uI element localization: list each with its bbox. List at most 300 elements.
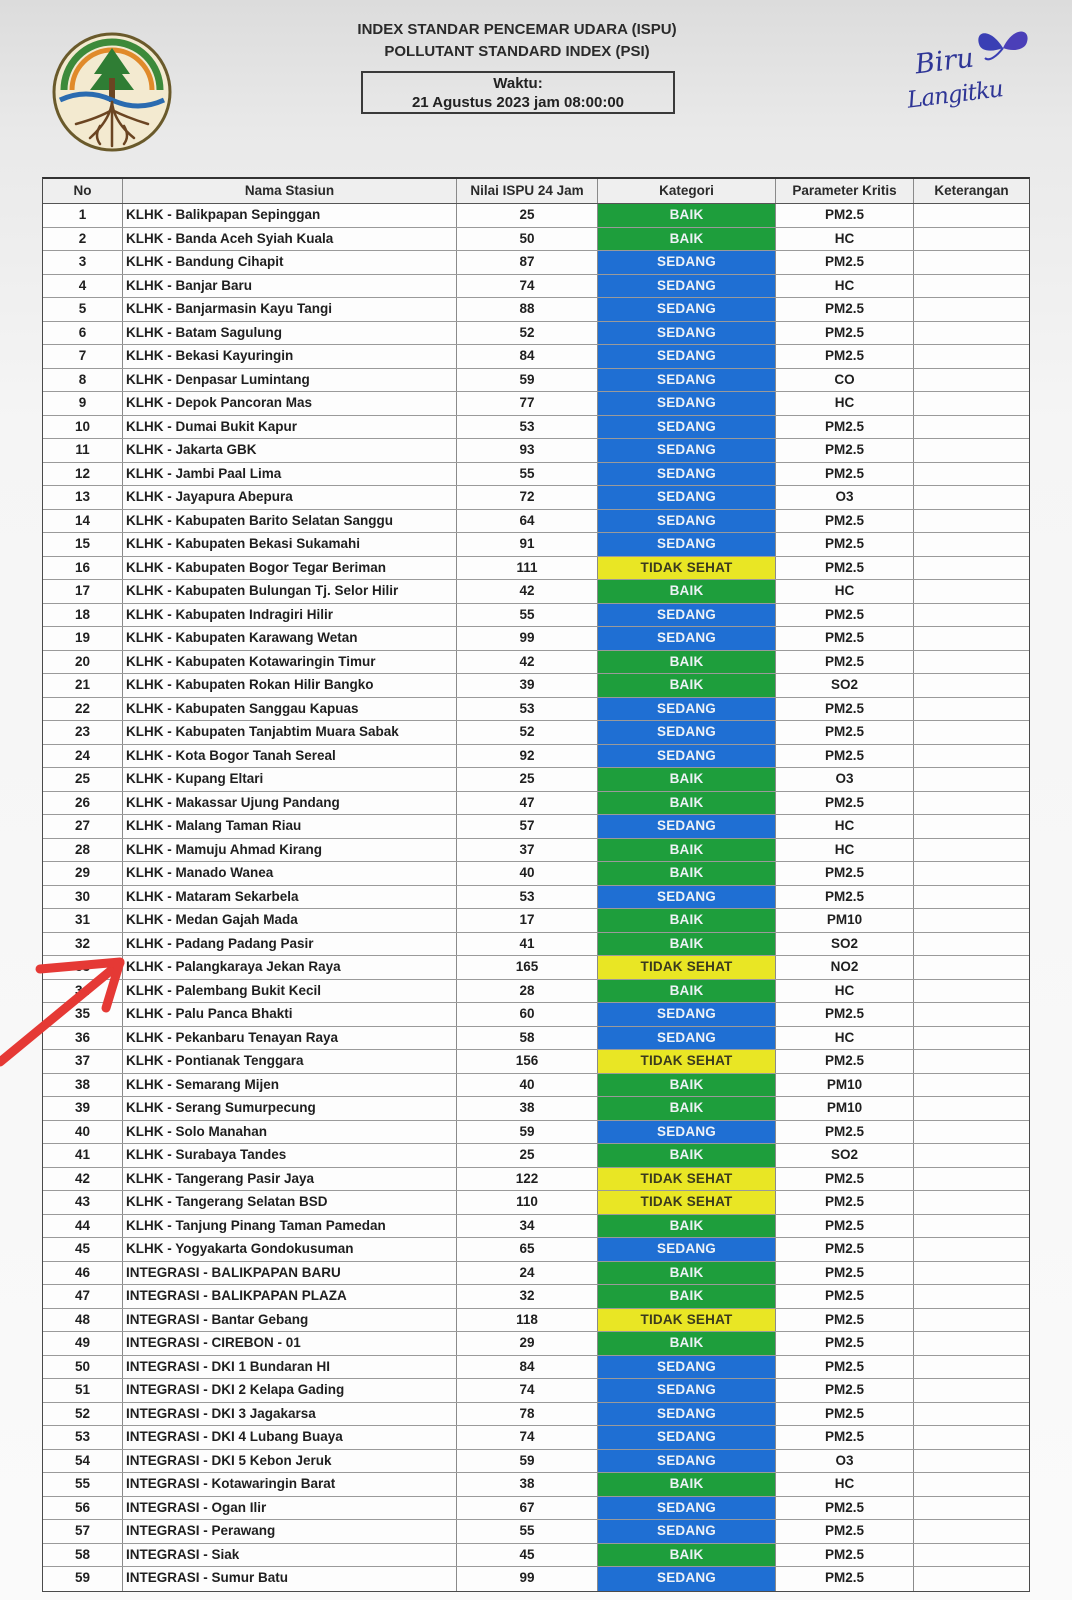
cell-no: 3 [43, 251, 123, 274]
brand-text-langitku: Langitku [905, 76, 1005, 114]
cell-station: INTEGRASI - Perawang [123, 1520, 457, 1543]
cell-station: INTEGRASI - DKI 5 Kebon Jeruk [123, 1450, 457, 1473]
cell-station: INTEGRASI - BALIKPAPAN BARU [123, 1262, 457, 1285]
cell-no: 31 [43, 909, 123, 932]
cell-parameter: PM2.5 [776, 651, 914, 674]
table-row [43, 1356, 1029, 1380]
cell-ispu-value: 37 [457, 839, 598, 862]
cell-ispu-value: 52 [457, 721, 598, 744]
cell-ispu-value: 88 [457, 298, 598, 321]
cell-parameter: HC [776, 980, 914, 1003]
cell-ispu-value: 53 [457, 698, 598, 721]
cell-category: SEDANG [598, 439, 776, 462]
cell-no: 19 [43, 627, 123, 650]
cell-station: KLHK - Mataram Sekarbela [123, 886, 457, 909]
cell-category: SEDANG [598, 369, 776, 392]
cell-ispu-value: 84 [457, 1356, 598, 1379]
table-row [43, 980, 1029, 1004]
cell-parameter: PM2.5 [776, 1238, 914, 1261]
cell-category: BAIK [598, 1144, 776, 1167]
cell-note [914, 956, 1029, 979]
cell-no: 25 [43, 768, 123, 791]
cell-note [914, 1027, 1029, 1050]
cell-ispu-value: 47 [457, 792, 598, 815]
cell-no: 15 [43, 533, 123, 556]
cell-station: KLHK - Serang Sumurpecung [123, 1097, 457, 1120]
cell-ispu-value: 99 [457, 627, 598, 650]
cell-station: KLHK - Surabaya Tandes [123, 1144, 457, 1167]
cell-no: 33 [43, 956, 123, 979]
table-row [43, 533, 1029, 557]
cell-station: KLHK - Kabupaten Rokan Hilir Bangko [123, 674, 457, 697]
cell-ispu-value: 59 [457, 1450, 598, 1473]
ispu-table [42, 177, 1030, 1592]
cell-note [914, 204, 1029, 227]
cell-note [914, 439, 1029, 462]
cell-parameter: PM2.5 [776, 322, 914, 345]
cell-category: SEDANG [598, 886, 776, 909]
cell-no: 37 [43, 1050, 123, 1073]
table-row [43, 439, 1029, 463]
cell-parameter: PM10 [776, 909, 914, 932]
cell-parameter: SO2 [776, 674, 914, 697]
cell-station: KLHK - Yogyakarta Gondokusuman [123, 1238, 457, 1261]
cell-note [914, 1003, 1029, 1026]
butterfly-icon [973, 26, 1033, 66]
cell-note [914, 228, 1029, 251]
table-row [43, 604, 1029, 628]
cell-category: SEDANG [598, 1379, 776, 1402]
cell-ispu-value: 25 [457, 768, 598, 791]
cell-ispu-value: 40 [457, 1074, 598, 1097]
table-row [43, 1473, 1029, 1497]
table-row [43, 956, 1029, 980]
cell-parameter: PM2.5 [776, 1121, 914, 1144]
cell-category: SEDANG [598, 1567, 776, 1591]
cell-note [914, 580, 1029, 603]
cell-ispu-value: 72 [457, 486, 598, 509]
table-row [43, 557, 1029, 581]
cell-note [914, 1215, 1029, 1238]
table-row [43, 369, 1029, 393]
time-label: Waktu: [493, 75, 543, 92]
cell-note [914, 721, 1029, 744]
cell-ispu-value: 53 [457, 886, 598, 909]
cell-station: KLHK - Banjar Baru [123, 275, 457, 298]
cell-station: KLHK - Pekanbaru Tenayan Raya [123, 1027, 457, 1050]
cell-category: BAIK [598, 1074, 776, 1097]
cell-parameter: PM2.5 [776, 1567, 914, 1591]
time-value: 21 Agustus 2023 jam 08:00:00 [411, 94, 625, 111]
cell-parameter: NO2 [776, 956, 914, 979]
cell-ispu-value: 67 [457, 1497, 598, 1520]
cell-ispu-value: 42 [457, 580, 598, 603]
cell-no: 22 [43, 698, 123, 721]
cell-station: KLHK - Tangerang Selatan BSD [123, 1191, 457, 1214]
cell-parameter: HC [776, 1027, 914, 1050]
cell-station: KLHK - Jayapura Abepura [123, 486, 457, 509]
cell-station: KLHK - Padang Padang Pasir [123, 933, 457, 956]
cell-category: SEDANG [598, 1426, 776, 1449]
cell-note [914, 298, 1029, 321]
cell-station: KLHK - Palembang Bukit Kecil [123, 980, 457, 1003]
table-row [43, 1544, 1029, 1568]
cell-station: KLHK - Malang Taman Riau [123, 815, 457, 838]
cell-station: KLHK - Medan Gajah Mada [123, 909, 457, 932]
cell-note [914, 275, 1029, 298]
cell-note [914, 698, 1029, 721]
table-row [43, 1238, 1029, 1262]
cell-note [914, 345, 1029, 368]
cell-station: INTEGRASI - CIREBON - 01 [123, 1332, 457, 1355]
column-header-note: Keterangan [934, 183, 1009, 198]
cell-note [914, 1309, 1029, 1332]
cell-category: SEDANG [598, 345, 776, 368]
cell-parameter: SO2 [776, 933, 914, 956]
cell-ispu-value: 64 [457, 510, 598, 533]
cell-category: SEDANG [598, 1003, 776, 1026]
cell-no: 1 [43, 204, 123, 227]
cell-ispu-value: 122 [457, 1168, 598, 1191]
cell-station: KLHK - Kabupaten Barito Selatan Sanggu [123, 510, 457, 533]
cell-no: 34 [43, 980, 123, 1003]
cell-note [914, 369, 1029, 392]
cell-ispu-value: 74 [457, 275, 598, 298]
cell-parameter: PM2.5 [776, 1309, 914, 1332]
title-english: POLLUTANT STANDARD INDEX (PSI) [384, 43, 650, 60]
cell-station: INTEGRASI - Siak [123, 1544, 457, 1567]
table-row [43, 815, 1029, 839]
cell-no: 46 [43, 1262, 123, 1285]
cell-parameter: PM10 [776, 1097, 914, 1120]
biru-langitku-logo [905, 22, 1045, 134]
cell-parameter: HC [776, 228, 914, 251]
cell-note [914, 651, 1029, 674]
cell-category: TIDAK SEHAT [598, 1191, 776, 1214]
cell-note [914, 1544, 1029, 1567]
cell-category: BAIK [598, 1473, 776, 1496]
cell-parameter: PM2.5 [776, 1050, 914, 1073]
cell-category: SEDANG [598, 298, 776, 321]
cell-note [914, 1238, 1029, 1261]
cell-no: 8 [43, 369, 123, 392]
cell-category: SEDANG [598, 1356, 776, 1379]
cell-ispu-value: 52 [457, 322, 598, 345]
cell-note [914, 1356, 1029, 1379]
table-row [43, 1097, 1029, 1121]
table-row [43, 862, 1029, 886]
table-row [43, 322, 1029, 346]
cell-ispu-value: 41 [457, 933, 598, 956]
cell-parameter: PM2.5 [776, 886, 914, 909]
cell-category: SEDANG [598, 1238, 776, 1261]
cell-parameter: PM2.5 [776, 745, 914, 768]
cell-parameter: O3 [776, 768, 914, 791]
cell-category: TIDAK SEHAT [598, 1168, 776, 1191]
table-row [43, 228, 1029, 252]
cell-parameter: PM2.5 [776, 1426, 914, 1449]
cell-no: 12 [43, 463, 123, 486]
cell-note [914, 604, 1029, 627]
cell-no: 35 [43, 1003, 123, 1026]
cell-no: 38 [43, 1074, 123, 1097]
table-row [43, 275, 1029, 299]
table-row [43, 1144, 1029, 1168]
cell-category: BAIK [598, 651, 776, 674]
cell-no: 28 [43, 839, 123, 862]
table-row [43, 1215, 1029, 1239]
cell-note [914, 792, 1029, 815]
cell-parameter: PM2.5 [776, 1285, 914, 1308]
cell-station: KLHK - Bekasi Kayuringin [123, 345, 457, 368]
cell-ispu-value: 58 [457, 1027, 598, 1050]
cell-category: BAIK [598, 1544, 776, 1567]
cell-no: 53 [43, 1426, 123, 1449]
cell-category: SEDANG [598, 416, 776, 439]
cell-no: 4 [43, 275, 123, 298]
cell-category: TIDAK SEHAT [598, 1050, 776, 1073]
column-header-station: Nama Stasiun [123, 179, 457, 203]
table-row [43, 839, 1029, 863]
cell-ispu-value: 42 [457, 651, 598, 674]
cell-category: BAIK [598, 1097, 776, 1120]
cell-ispu-value: 59 [457, 1121, 598, 1144]
table-row [43, 1003, 1029, 1027]
table-row [43, 674, 1029, 698]
cell-no: 49 [43, 1332, 123, 1355]
cell-category: BAIK [598, 204, 776, 227]
cell-parameter: HC [776, 815, 914, 838]
cell-ispu-value: 99 [457, 1567, 598, 1591]
cell-note [914, 251, 1029, 274]
cell-no: 54 [43, 1450, 123, 1473]
cell-station: KLHK - Kabupaten Indragiri Hilir [123, 604, 457, 627]
cell-category: SEDANG [598, 275, 776, 298]
cell-parameter: PM2.5 [776, 251, 914, 274]
cell-station: KLHK - Pontianak Tenggara [123, 1050, 457, 1073]
cell-station: INTEGRASI - DKI 3 Jagakarsa [123, 1403, 457, 1426]
cell-parameter: PM2.5 [776, 1003, 914, 1026]
cell-category: BAIK [598, 933, 776, 956]
cell-station: KLHK - Kabupaten Bogor Tegar Beriman [123, 557, 457, 580]
cell-ispu-value: 40 [457, 862, 598, 885]
cell-ispu-value: 32 [457, 1285, 598, 1308]
cell-station: KLHK - Kabupaten Kotawaringin Timur [123, 651, 457, 674]
cell-note [914, 1191, 1029, 1214]
cell-category: BAIK [598, 674, 776, 697]
cell-station: KLHK - Tanjung Pinang Taman Pamedan [123, 1215, 457, 1238]
table-row [43, 698, 1029, 722]
cell-station: KLHK - Denpasar Lumintang [123, 369, 457, 392]
cell-category: BAIK [598, 228, 776, 251]
cell-ispu-value: 17 [457, 909, 598, 932]
cell-note [914, 768, 1029, 791]
cell-parameter: PM10 [776, 1074, 914, 1097]
cell-parameter: PM2.5 [776, 204, 914, 227]
cell-no: 6 [43, 322, 123, 345]
cell-category: BAIK [598, 1285, 776, 1308]
cell-parameter: PM2.5 [776, 698, 914, 721]
cell-category: SEDANG [598, 533, 776, 556]
cell-note [914, 1450, 1029, 1473]
cell-station: KLHK - Tangerang Pasir Jaya [123, 1168, 457, 1191]
table-header-row [43, 179, 1029, 204]
cell-note [914, 1168, 1029, 1191]
table-row [43, 510, 1029, 534]
cell-category: SEDANG [598, 1027, 776, 1050]
table-row [43, 1191, 1029, 1215]
cell-note [914, 862, 1029, 885]
cell-no: 7 [43, 345, 123, 368]
column-header-no: No [43, 179, 123, 203]
brand-text-biru: Biru [913, 42, 976, 81]
cell-station: KLHK - Dumai Bukit Kapur [123, 416, 457, 439]
cell-note [914, 1285, 1029, 1308]
table-row [43, 580, 1029, 604]
cell-category: SEDANG [598, 745, 776, 768]
cell-category: BAIK [598, 768, 776, 791]
cell-parameter: PM2.5 [776, 416, 914, 439]
cell-ispu-value: 60 [457, 1003, 598, 1026]
klhk-emblem-icon [50, 30, 174, 154]
cell-no: 47 [43, 1285, 123, 1308]
cell-parameter: PM2.5 [776, 1215, 914, 1238]
cell-note [914, 1379, 1029, 1402]
cell-ispu-value: 25 [457, 204, 598, 227]
cell-ispu-value: 28 [457, 980, 598, 1003]
table-row [43, 416, 1029, 440]
cell-station: KLHK - Semarang Mijen [123, 1074, 457, 1097]
cell-parameter: HC [776, 1473, 914, 1496]
cell-note [914, 392, 1029, 415]
cell-station: KLHK - Manado Wanea [123, 862, 457, 885]
cell-note [914, 533, 1029, 556]
cell-ispu-value: 84 [457, 345, 598, 368]
cell-station: KLHK - Kabupaten Bekasi Sukamahi [123, 533, 457, 556]
cell-parameter: O3 [776, 1450, 914, 1473]
cell-note [914, 416, 1029, 439]
table-row [43, 1285, 1029, 1309]
cell-station: INTEGRASI - DKI 2 Kelapa Gading [123, 1379, 457, 1402]
cell-station: KLHK - Bandung Cihapit [123, 251, 457, 274]
cell-note [914, 1097, 1029, 1120]
table-row [43, 627, 1029, 651]
table-row [43, 886, 1029, 910]
cell-parameter: PM2.5 [776, 862, 914, 885]
cell-note [914, 1144, 1029, 1167]
cell-no: 59 [43, 1567, 123, 1591]
cell-note [914, 1332, 1029, 1355]
cell-no: 57 [43, 1520, 123, 1543]
cell-station: KLHK - Palu Panca Bhakti [123, 1003, 457, 1026]
cell-no: 26 [43, 792, 123, 815]
page-title [292, 19, 742, 63]
cell-ispu-value: 45 [457, 1544, 598, 1567]
cell-note [914, 1567, 1029, 1591]
table-row [43, 1520, 1029, 1544]
cell-station: KLHK - Makassar Ujung Pandang [123, 792, 457, 815]
title-indonesian: INDEX STANDAR PENCEMAR UDARA (ISPU) [357, 21, 677, 38]
cell-no: 23 [43, 721, 123, 744]
cell-category: SEDANG [598, 392, 776, 415]
cell-category: BAIK [598, 1215, 776, 1238]
cell-category: SEDANG [598, 1403, 776, 1426]
cell-ispu-value: 25 [457, 1144, 598, 1167]
cell-station: KLHK - Balikpapan Sepinggan [123, 204, 457, 227]
cell-category: SEDANG [598, 1520, 776, 1543]
cell-ispu-value: 38 [457, 1473, 598, 1496]
table-row [43, 204, 1029, 228]
cell-parameter: PM2.5 [776, 1379, 914, 1402]
cell-note [914, 322, 1029, 345]
cell-station: KLHK - Kabupaten Bulungan Tj. Selor Hilir [123, 580, 457, 603]
cell-parameter: PM2.5 [776, 1168, 914, 1191]
table-row [43, 251, 1029, 275]
cell-parameter: PM2.5 [776, 1403, 914, 1426]
cell-ispu-value: 93 [457, 439, 598, 462]
table-row [43, 792, 1029, 816]
cell-station: INTEGRASI - BALIKPAPAN PLAZA [123, 1285, 457, 1308]
cell-ispu-value: 57 [457, 815, 598, 838]
cell-station: KLHK - Kabupaten Karawang Wetan [123, 627, 457, 650]
cell-category: SEDANG [598, 698, 776, 721]
table-row [43, 1168, 1029, 1192]
table-row [43, 392, 1029, 416]
cell-parameter: PM2.5 [776, 463, 914, 486]
cell-note [914, 839, 1029, 862]
cell-category: SEDANG [598, 1497, 776, 1520]
cell-station: INTEGRASI - DKI 4 Lubang Buaya [123, 1426, 457, 1449]
cell-category: SEDANG [598, 815, 776, 838]
cell-category: TIDAK SEHAT [598, 956, 776, 979]
cell-note [914, 463, 1029, 486]
cell-station: KLHK - Kota Bogor Tanah Sereal [123, 745, 457, 768]
cell-parameter: PM2.5 [776, 439, 914, 462]
cell-note [914, 909, 1029, 932]
cell-no: 21 [43, 674, 123, 697]
cell-note [914, 1050, 1029, 1073]
cell-category: BAIK [598, 792, 776, 815]
table-row [43, 1332, 1029, 1356]
cell-ispu-value: 91 [457, 533, 598, 556]
cell-no: 32 [43, 933, 123, 956]
cell-parameter: PM2.5 [776, 1544, 914, 1567]
table-row [43, 486, 1029, 510]
cell-no: 36 [43, 1027, 123, 1050]
column-header-ispu-value: Nilai ISPU 24 Jam [457, 179, 598, 203]
cell-parameter: PM2.5 [776, 792, 914, 815]
cell-no: 42 [43, 1168, 123, 1191]
cell-parameter: PM2.5 [776, 533, 914, 556]
cell-station: KLHK - Batam Sagulung [123, 322, 457, 345]
table-row [43, 1497, 1029, 1521]
table-row [43, 1426, 1029, 1450]
cell-ispu-value: 165 [457, 956, 598, 979]
cell-no: 27 [43, 815, 123, 838]
cell-station: KLHK - Jakarta GBK [123, 439, 457, 462]
table-row [43, 345, 1029, 369]
cell-category: SEDANG [598, 1121, 776, 1144]
cell-parameter: PM2.5 [776, 510, 914, 533]
cell-parameter: HC [776, 275, 914, 298]
column-header-parameter: Parameter Kritis [776, 179, 914, 203]
cell-ispu-value: 38 [457, 1097, 598, 1120]
cell-no: 58 [43, 1544, 123, 1567]
cell-no: 16 [43, 557, 123, 580]
table-row [43, 909, 1029, 933]
cell-no: 14 [43, 510, 123, 533]
cell-parameter: SO2 [776, 1144, 914, 1167]
